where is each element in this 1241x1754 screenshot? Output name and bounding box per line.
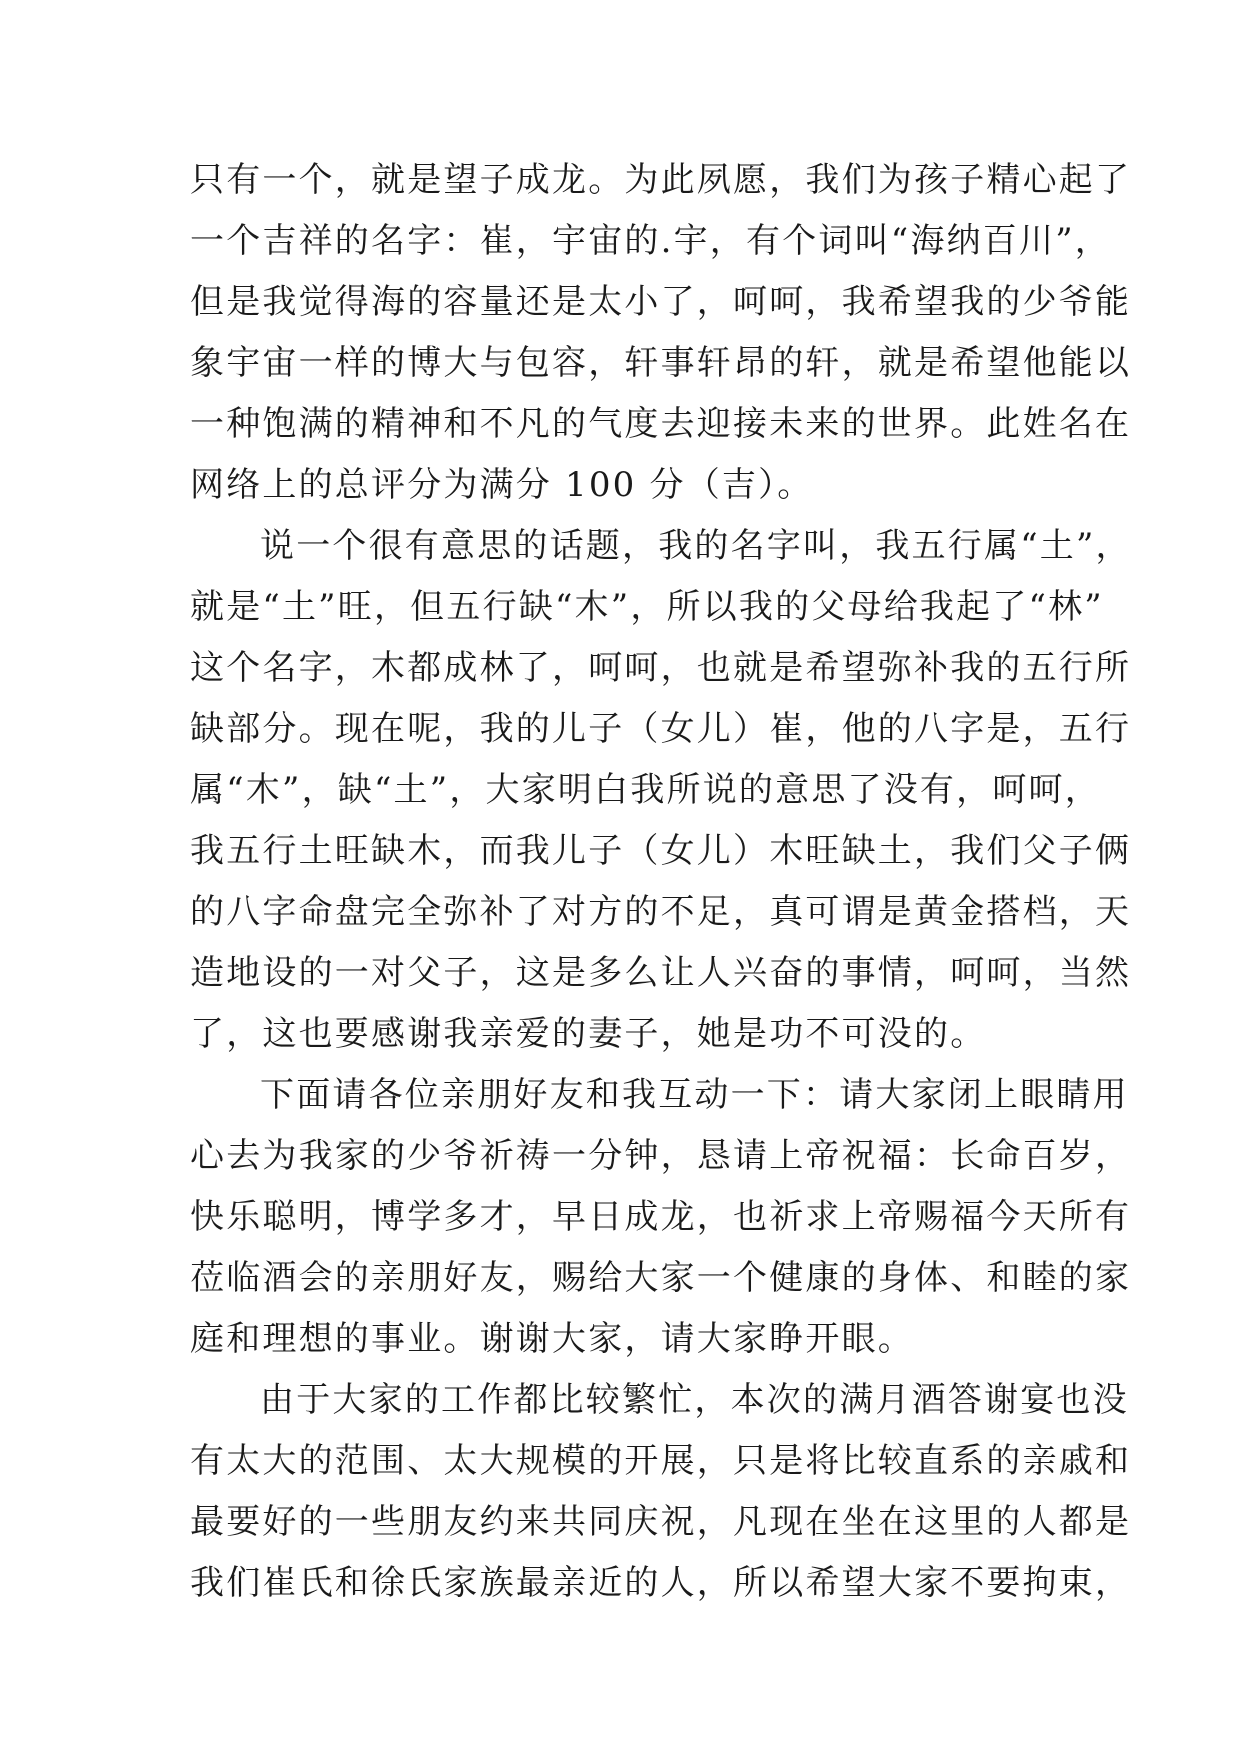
document-body — [190, 150, 1132, 1614]
text-line: 最要好的一些朋友约来共同庆祝，凡现在坐在这里的人都是 — [190, 1502, 1132, 1542]
paragraph-first-line: 下面请各位亲朋好友和我互动一下：请大家闭上眼睛用 — [260, 1075, 1129, 1115]
text-line: 属“木”，缺“土”，大家明白我所说的意思了没有，呵呵， — [190, 770, 1101, 810]
paragraph-first-line: 说一个很有意思的话题，我的名字叫，我五行属“土”， — [260, 526, 1132, 566]
text-line: 象宇宙一样的博大与包容，轩事轩昂的轩，就是希望他能以 — [190, 343, 1132, 383]
text-line: 但是我觉得海的容量还是太小了，呵呵，我希望我的少爷能 — [190, 282, 1132, 322]
text-line: 庭和理想的事业。谢谢大家，请大家睁开眼。 — [190, 1319, 914, 1359]
text-line: 的八字命盘完全弥补了对方的不足，真可谓是黄金搭档，天 — [190, 892, 1132, 932]
text-line: 这个名字，木都成林了，呵呵，也就是希望弥补我的五行所 — [190, 648, 1132, 688]
text-line: 心去为我家的少爷祈祷一分钟，恳请上帝祝福：长命百岁， — [190, 1136, 1132, 1176]
text-line: 了，这也要感谢我亲爱的妻子，她是功不可没的。 — [190, 1014, 987, 1054]
text-line: 造地设的一对父子，这是多么让人兴奋的事情，呵呵，当然 — [190, 953, 1132, 993]
text-line: 快乐聪明，博学多才，早日成龙，也祈求上帝赐福今天所有 — [190, 1197, 1132, 1237]
text-line: 缺部分。现在呢，我的儿子（女儿）崔，他的八字是，五行 — [190, 709, 1132, 749]
text-line: 莅临酒会的亲朋好友，赐给大家一个健康的身体、和睦的家 — [190, 1258, 1132, 1298]
text-line: 一个吉祥的名字：崔，宇宙的.宇，有个词叫“海纳百川”， — [190, 221, 1111, 261]
text-line: 有太大的范围、太大规模的开展，只是将比较直系的亲戚和 — [190, 1441, 1132, 1481]
paragraph-first-line: 由于大家的工作都比较繁忙，本次的满月酒答谢宴也没 — [260, 1380, 1129, 1420]
text-line: 只有一个，就是望子成龙。为此夙愿，我们为孩子精心起了 — [190, 160, 1132, 200]
text-line: 我们崔氏和徐氏家族最亲近的人，所以希望大家不要拘束， — [190, 1563, 1132, 1603]
text-line: 一种饱满的精神和不凡的气度去迎接未来的世界。此姓名在 — [190, 404, 1132, 444]
text-line: 网络上的总评分为满分 100 分（吉）。 — [190, 465, 814, 505]
text-line: 就是“土”旺，但五行缺“木”，所以我的父母给我起了“林” — [190, 587, 1104, 627]
text-line: 我五行土旺缺木，而我儿子（女儿）木旺缺土，我们父子俩 — [190, 831, 1132, 871]
